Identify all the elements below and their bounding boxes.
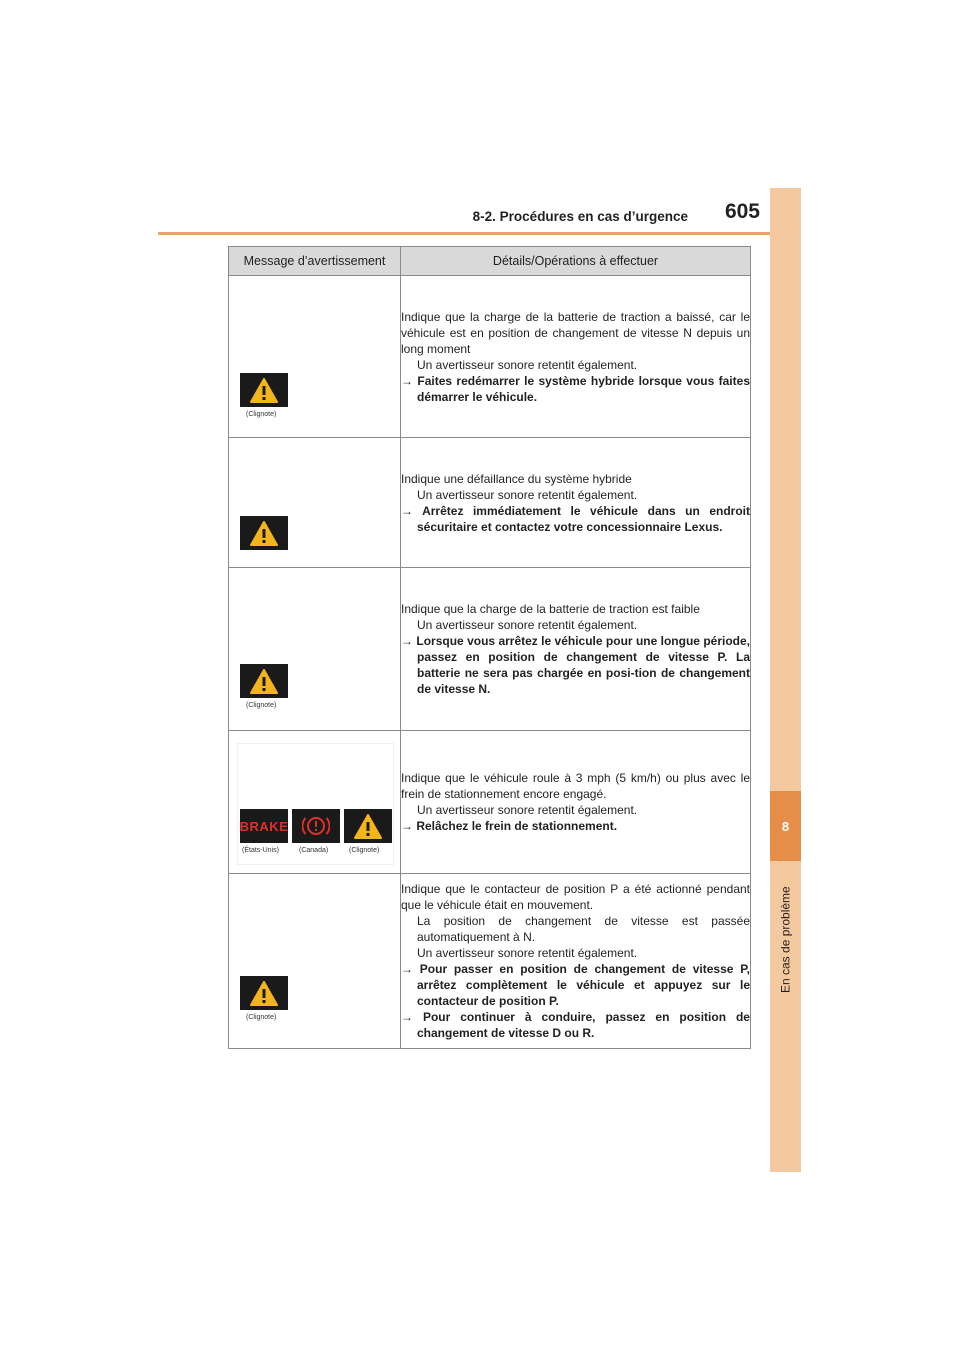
action-text: Arrêtez immédiatement le véhicule dans un endroit sécuritaire et contactez votre concessionnaire Lexus. <box>417 503 751 534</box>
warning-table <box>228 246 751 1049</box>
details-cell <box>401 568 751 731</box>
action-item <box>401 1009 750 1041</box>
parking-brake-icon <box>292 809 340 843</box>
table-row <box>229 438 751 568</box>
description: Indique que le contacteur de position P a été actionné pendant que le véhicule était en mouvement. <box>401 882 750 912</box>
note: La position de changement de vitesse est passée automatiquement à N. <box>417 914 750 944</box>
note: Un avertisseur sonore retentit également. <box>417 487 638 502</box>
note: Un avertisseur sonore retentit également. <box>417 946 638 960</box>
note: Un avertisseur sonore retentit également. <box>417 618 638 632</box>
section-title: 8-2. Procédures en cas d’urgence <box>472 209 688 224</box>
icon-caption: (Clignote) <box>246 411 277 418</box>
brake-indicator-icon <box>240 809 288 843</box>
icon-caption: (Clignote) <box>246 1014 277 1021</box>
arrow-icon: → <box>401 503 423 518</box>
message-cell <box>229 874 401 1049</box>
action-item <box>401 961 750 1009</box>
action-item <box>401 503 750 535</box>
table-header-row <box>229 247 751 276</box>
header-rule <box>158 232 800 235</box>
side-tab <box>770 188 801 1172</box>
brake-text: BRAKE <box>239 818 289 834</box>
arrow-icon: → <box>401 1010 423 1024</box>
description: Indique une défaillance du système hybride <box>401 471 632 486</box>
warning-triangle-icon <box>344 809 392 843</box>
arrow-icon: → <box>401 819 417 833</box>
note: Un avertisseur sonore retentit également. <box>417 357 638 372</box>
icon-caption-flashing: (Clignote) <box>349 847 380 854</box>
message-cell <box>229 276 401 438</box>
message-cell <box>229 568 401 731</box>
icon-caption-usa: (États-Unis) <box>242 847 279 854</box>
details-cell <box>401 438 751 568</box>
message-cell <box>229 731 401 874</box>
chapter-label: En cas de problème <box>778 886 793 994</box>
action-item <box>401 633 750 697</box>
page-number: 605 <box>724 200 760 223</box>
details-cell <box>401 874 751 1049</box>
message-cell <box>229 438 401 568</box>
action-text: Lorsque vous arrêtez le véhicule pour une longue période, passez en position de changement de vitesse P. La batterie ne sera pas chargée en posi-tion de changement de vitesse N. <box>416 634 751 696</box>
description: Indique que la charge de la batterie de traction a baissé, car le véhicule est en position de changement de vitesse N depuis un long moment <box>401 309 750 356</box>
icon-caption: (Clignote) <box>246 702 277 709</box>
details-cell <box>401 276 751 438</box>
arrow-icon: → <box>401 634 417 648</box>
warning-triangle-icon <box>240 976 288 1010</box>
action-item <box>401 818 750 834</box>
table-row <box>229 731 751 874</box>
action-text: Pour passer en position de changement de vitesse P, arrêtez complètement le véhicule et appuyez sur le contacteur de position P. <box>417 962 750 1008</box>
table-row <box>229 568 751 731</box>
description: Indique que la charge de la batterie de traction est faible <box>401 602 700 616</box>
icon-caption-canada: (Canada) <box>299 847 329 854</box>
warning-triangle-icon <box>240 516 288 550</box>
action-item <box>401 373 750 405</box>
description: Indique que le véhicule roule à 3 mph (5 km/h) ou plus avec le frein de stationnement encore engagé. <box>401 771 750 801</box>
table-row <box>229 874 751 1049</box>
column-header-message: Message d’avertissement <box>229 247 401 276</box>
action-text: Faites redémarrer le système hybride lorsque vous faites démarrer le véhicule. <box>417 373 750 404</box>
action-text: Relâchez le frein de stationnement. <box>416 819 618 833</box>
warning-triangle-icon <box>240 664 288 698</box>
details-cell <box>401 731 751 874</box>
action-text: Pour continuer à conduire, passez en position de changement de vitesse D ou R. <box>417 1010 750 1040</box>
arrow-icon: → <box>401 373 418 388</box>
table-row <box>229 276 751 438</box>
arrow-icon: → <box>401 962 420 976</box>
note: Un avertisseur sonore retentit également. <box>417 803 638 817</box>
chapter-number: 8 <box>770 791 801 861</box>
column-header-details: Détails/Opérations à effectuer <box>401 247 751 276</box>
warning-triangle-icon <box>240 373 288 407</box>
